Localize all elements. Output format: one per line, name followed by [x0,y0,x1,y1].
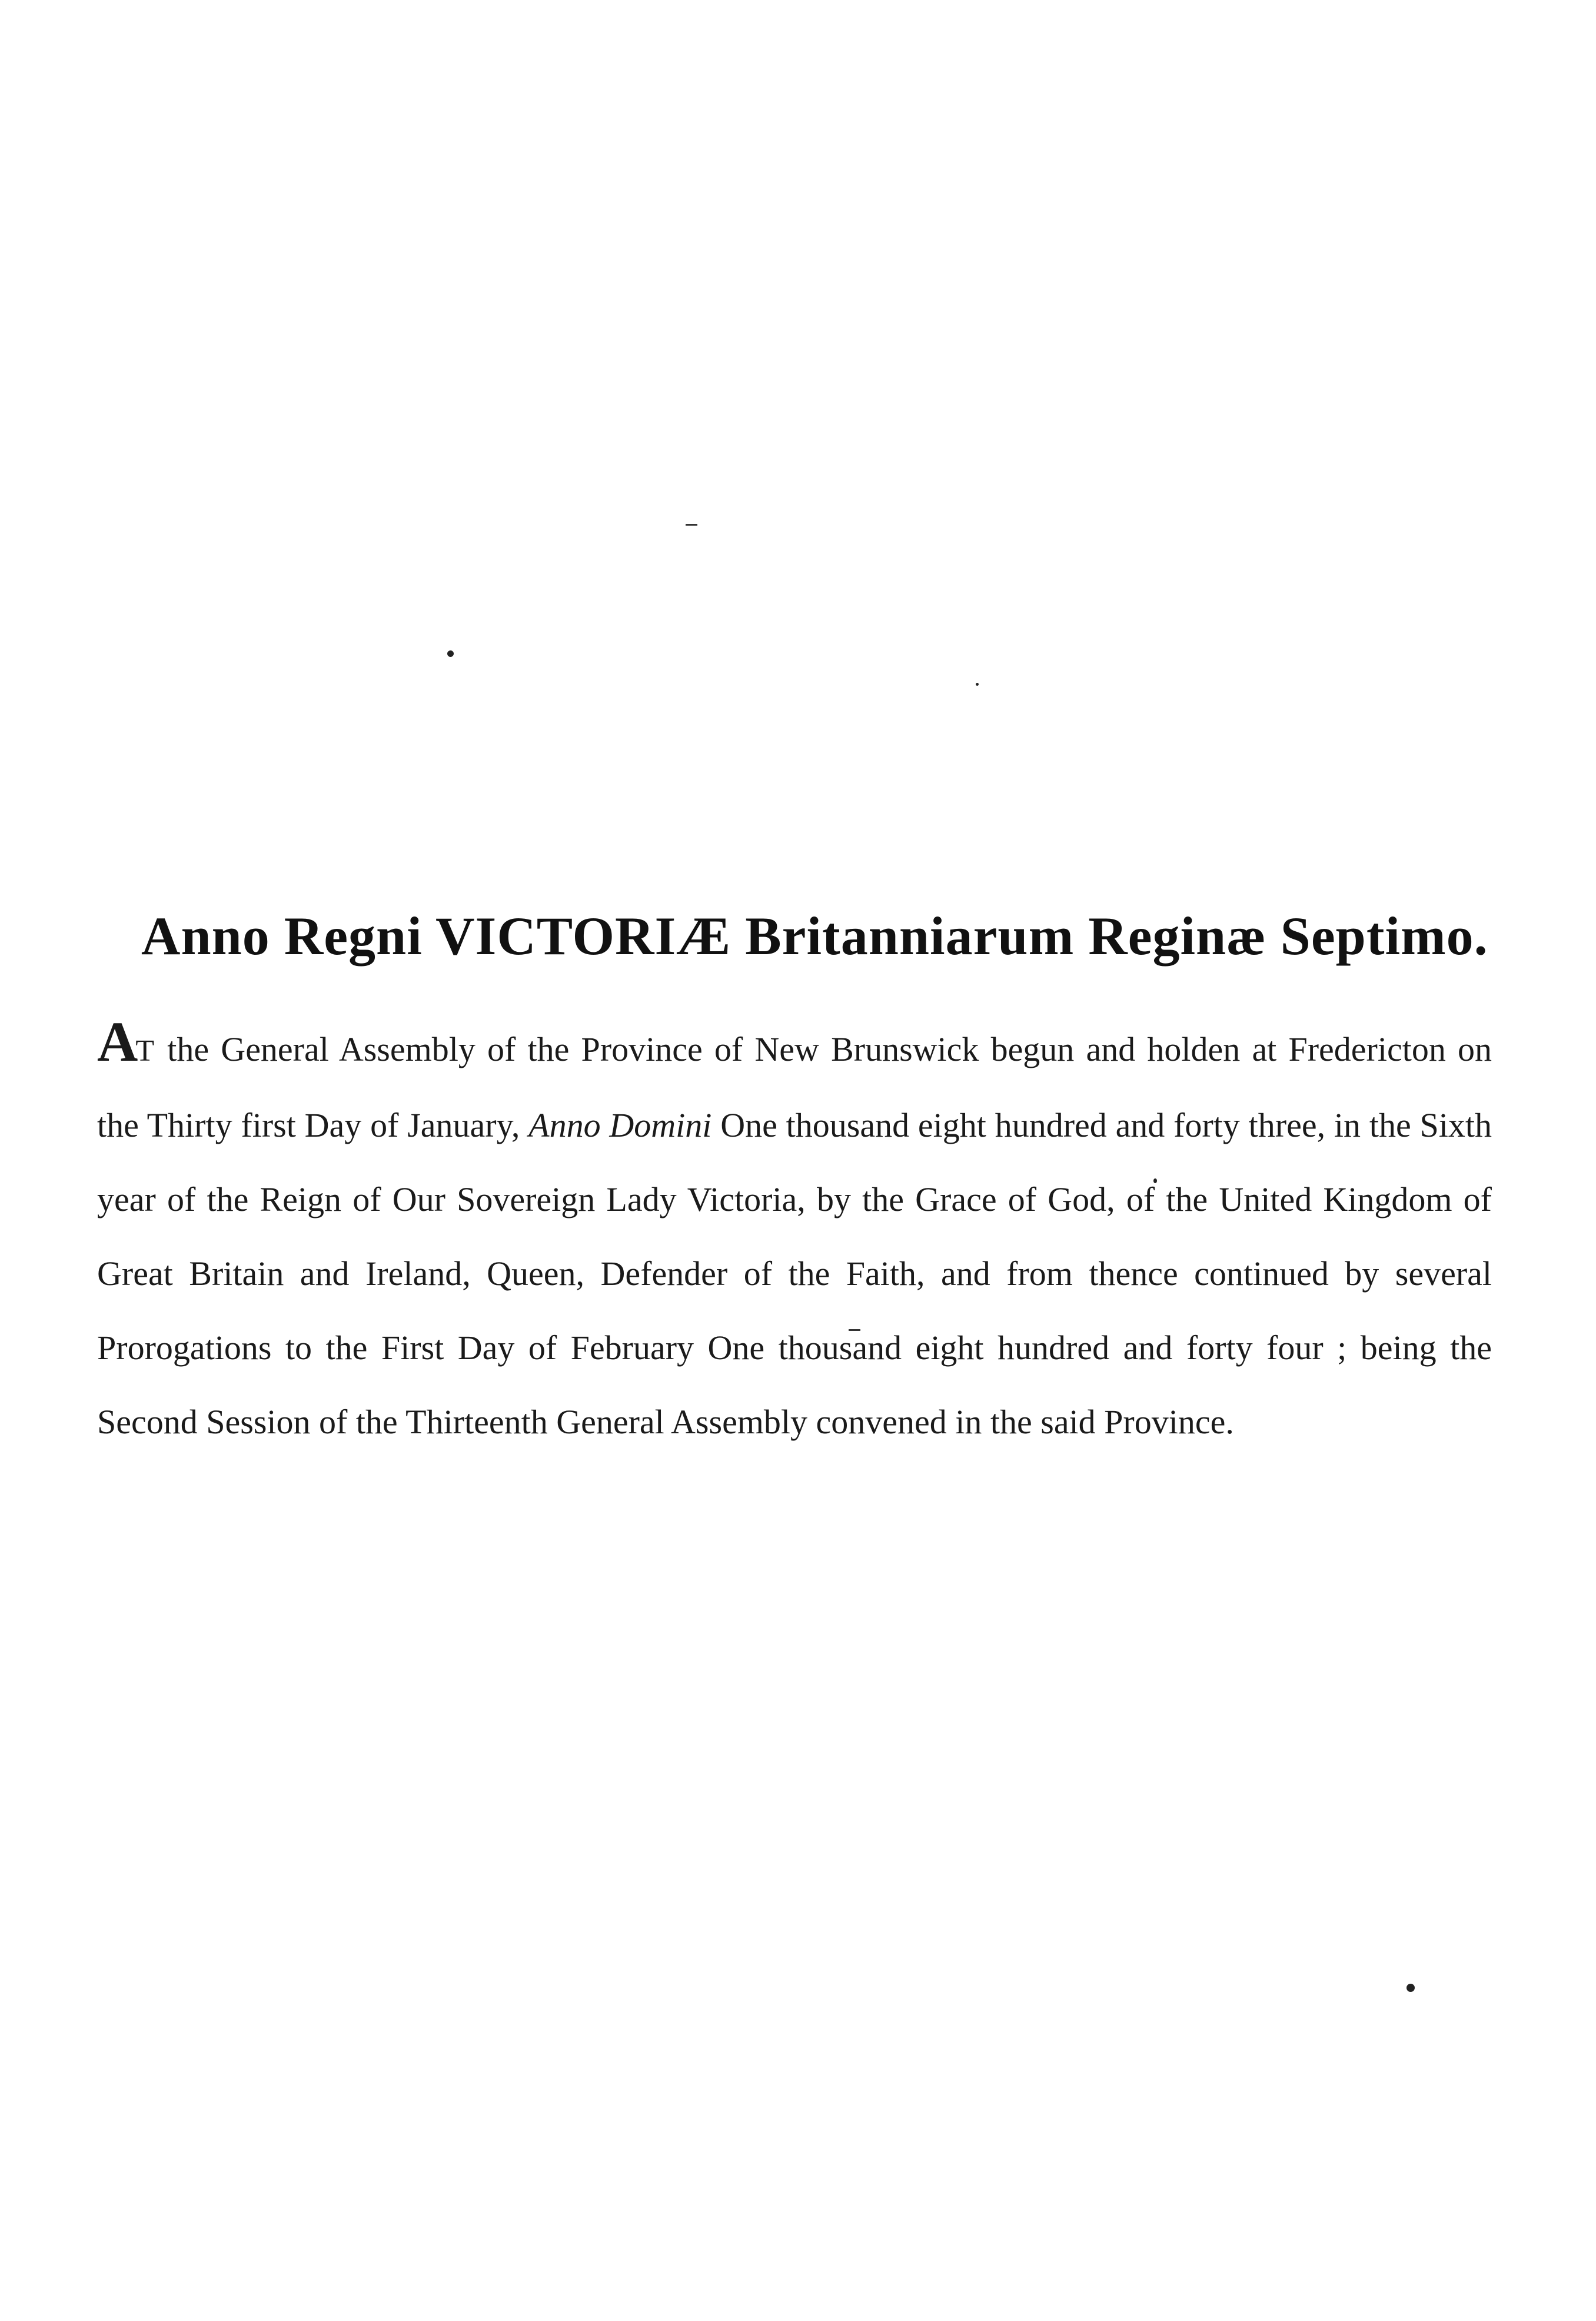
print-mark [686,524,697,526]
body-paragraph [97,1012,1492,1459]
document-heading: Anno Regni VICTORIÆ Britanniarum Reginæ Septimo. [141,906,1488,966]
small-caps-letter: T [135,1034,156,1068]
print-speck [447,650,454,657]
paragraph-text-part-1: the General Assembly of the Province of New Brunswick begun and holden at Fredericton on the Thirty first Day of January, [97,1030,1492,1144]
italic-phrase: Anno Domini [528,1106,712,1144]
print-speck [976,683,979,686]
paragraph-text-part-2: One thousand eight hundred and forty three, in the Sixth year of the Reign of Our Sovereign Lady Victoria, by the Grace of God, of the United Kingdom of Great Britain and Ireland, Queen, Defender of the Faith, and from thence continued by several Prorogations to the First Day of February One thousand eight hundred and forty four ; being the Second Session of the Thirteenth General Assembly convened in the said Province. [97,1106,1492,1441]
print-speck [1407,1984,1415,1992]
drop-cap: A [97,1010,136,1073]
